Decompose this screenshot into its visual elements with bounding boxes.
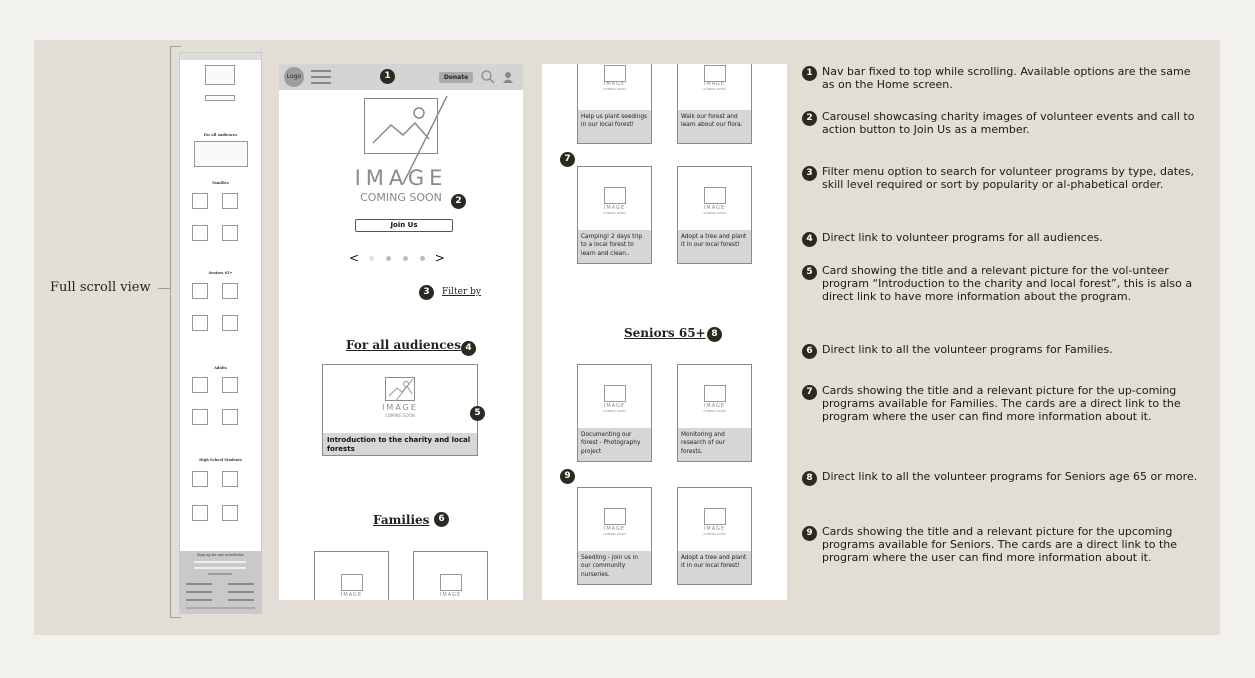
card-title: Adopt a tree and plant it in our local forest! xyxy=(678,551,751,584)
card-image-text: IMAGE xyxy=(382,403,418,412)
mini-footer xyxy=(180,551,261,613)
card-image-text: IMAGE xyxy=(603,403,626,409)
card-image-text: IMAGE xyxy=(703,403,726,409)
senior-program-card[interactable] xyxy=(677,364,752,462)
mini-card xyxy=(192,193,208,209)
marker-7: 7 xyxy=(560,152,575,167)
card-image-subtext: COMING SOON xyxy=(385,413,415,418)
mini-card xyxy=(192,409,208,425)
note-number: 2 xyxy=(802,111,817,126)
marker-9: 9 xyxy=(560,469,575,484)
donate-button[interactable]: Donate xyxy=(439,72,473,83)
card-title: Walk our forest and learn about our flora. xyxy=(678,110,751,143)
hamburger-menu-icon[interactable] xyxy=(311,70,331,84)
note-text: Filter menu option to search for volunteer programs by type, dates, skill level required or sort by popularity or al-phabetical order. xyxy=(822,165,1195,192)
note-number: 5 xyxy=(802,265,817,280)
for-all-audiences-link[interactable]: For all audiences xyxy=(346,338,461,352)
note-text: Direct link to volunteer programs for all audiences. xyxy=(822,231,1103,244)
carousel-dot[interactable] xyxy=(369,256,374,261)
mini-card xyxy=(222,283,238,299)
note-number: 9 xyxy=(802,526,817,541)
featured-card-title: Introduction to the charity and local forests xyxy=(323,433,477,455)
card-title: Seedling - join us in our community nurseries. xyxy=(578,551,651,584)
card-image-text: IMAGE xyxy=(603,526,626,532)
mini-footer-line xyxy=(194,561,246,563)
marker-5: 5 xyxy=(470,406,485,421)
carousel-dot[interactable] xyxy=(420,256,425,261)
senior-program-card[interactable] xyxy=(577,364,652,462)
mini-card xyxy=(222,471,238,487)
family-program-card[interactable] xyxy=(677,64,752,144)
image-placeholder-icon xyxy=(704,508,726,525)
card-image-subtext: COMING SOON xyxy=(703,211,726,215)
mini-section-title: For all audiences xyxy=(203,133,238,137)
note-text: Nav bar fixed to top while scrolling. Available options are the same as on the Home screen. xyxy=(822,65,1191,92)
mini-footer-line xyxy=(186,607,255,609)
image-placeholder-icon xyxy=(440,574,462,591)
note-number: 7 xyxy=(802,385,817,400)
marker-1: 1 xyxy=(380,69,395,84)
family-program-card[interactable] xyxy=(677,166,752,264)
card-image-text: IMAGE xyxy=(340,592,363,598)
mini-section-title: Adults xyxy=(214,366,227,370)
card-image-subtext: COMING SOON xyxy=(703,409,726,413)
full-scroll-thumbnail xyxy=(179,52,262,614)
mini-footer-line xyxy=(186,583,212,585)
mini-card xyxy=(192,377,208,393)
carousel-dot[interactable] xyxy=(386,256,391,261)
note-text: Carousel showcasing charity images of volunteer events and call to action button to Join Us as a member. xyxy=(822,110,1195,137)
mini-card xyxy=(222,377,238,393)
phone-screen-scrolled xyxy=(542,64,787,600)
carousel-next-button[interactable]: > xyxy=(434,251,445,265)
family-program-card[interactable] xyxy=(577,166,652,264)
full-scroll-view-label: Full scroll view xyxy=(50,280,151,295)
image-placeholder-icon xyxy=(604,187,626,204)
mini-card xyxy=(222,315,238,331)
mini-footer-line xyxy=(208,573,232,575)
hero-image-text: IMAGE xyxy=(354,166,448,190)
carousel-controls xyxy=(349,251,445,265)
marker-3: 3 xyxy=(419,285,434,300)
card-image-text: IMAGE xyxy=(703,205,726,211)
mini-section-title: Families xyxy=(212,181,229,185)
mini-card xyxy=(222,225,238,241)
mini-hero-image xyxy=(205,65,235,85)
card-title: Monitoring and research of our forests. xyxy=(678,428,751,461)
nav-bar xyxy=(279,64,523,90)
note-number: 4 xyxy=(802,232,817,247)
mini-footer-line xyxy=(228,591,254,593)
label-connector xyxy=(158,288,170,289)
card-title: Help us plant seedings in our local forest! xyxy=(578,110,651,143)
note-number: 1 xyxy=(802,66,817,81)
card-image-text: IMAGE xyxy=(703,526,726,532)
logo[interactable]: Logo xyxy=(284,67,304,87)
image-placeholder-icon xyxy=(385,377,415,401)
mini-card xyxy=(192,225,208,241)
user-icon[interactable] xyxy=(502,71,514,83)
mini-nav xyxy=(180,53,261,60)
marker-6: 6 xyxy=(434,512,449,527)
card-title: Documenting our forest - Photography project xyxy=(578,428,651,461)
mini-card xyxy=(222,505,238,521)
image-placeholder-icon xyxy=(704,65,726,82)
card-image-subtext: COMING SOON xyxy=(703,532,726,536)
hero-image-subtext: COMING SOON xyxy=(360,191,442,204)
mini-card xyxy=(192,471,208,487)
families-link[interactable]: Families xyxy=(373,513,430,527)
marker-8: 8 xyxy=(707,327,722,342)
note-text: Direct link to all the volunteer programs for Seniors age 65 or more. xyxy=(822,470,1198,483)
card-image-text: IMAGE xyxy=(603,81,626,87)
seniors-link[interactable]: Seniors 65+ xyxy=(624,326,706,340)
mini-footer-line xyxy=(194,567,246,569)
card-image-subtext: COMING SOON xyxy=(603,409,626,413)
carousel-prev-button[interactable]: < xyxy=(349,251,360,265)
note-text: Card showing the title and a relevant picture for the vol-unteer program “Introduction to the charity and local forest”, this is also a direct link to have more information about the program. xyxy=(822,264,1193,304)
image-placeholder-icon xyxy=(604,508,626,525)
note-number: 3 xyxy=(802,166,817,181)
card-image-text: IMAGE xyxy=(603,205,626,211)
card-image-subtext: COMING SOON xyxy=(603,87,626,91)
marker-4: 4 xyxy=(461,341,476,356)
mini-join-button xyxy=(205,95,235,101)
image-placeholder-icon xyxy=(704,385,726,402)
senior-program-card[interactable] xyxy=(577,487,652,585)
mini-featured-card xyxy=(194,141,248,167)
mini-footer-line xyxy=(186,591,212,593)
note-text: Direct link to all the volunteer programs for Families. xyxy=(822,343,1113,356)
note-text: Cards showing the title and a relevant picture for the upcoming programs available for Seniors. The cards are a direct link to the program where the user can find more information about it. xyxy=(822,525,1177,565)
phone-screen-top xyxy=(279,64,523,600)
family-program-card[interactable] xyxy=(314,551,389,600)
mini-card xyxy=(192,315,208,331)
senior-program-card[interactable] xyxy=(677,487,752,585)
mini-footer-line xyxy=(186,599,212,601)
mini-card xyxy=(222,409,238,425)
card-title: Camping! 2 days trip to a local forest to learn and clean.. xyxy=(578,230,651,263)
mini-section-title: Seniors 65+ xyxy=(208,271,233,275)
featured-program-card[interactable] xyxy=(322,364,478,456)
image-placeholder-icon xyxy=(704,187,726,204)
family-program-card[interactable] xyxy=(413,551,488,600)
mini-card xyxy=(222,193,238,209)
family-program-card[interactable] xyxy=(577,64,652,144)
card-image-subtext: COMING SOON xyxy=(603,211,626,215)
note-number: 6 xyxy=(802,344,817,359)
mini-footer-line xyxy=(228,583,254,585)
mini-card xyxy=(192,283,208,299)
note-number: 8 xyxy=(802,471,817,486)
mini-section-title: High School Students xyxy=(199,458,242,462)
marker-2: 2 xyxy=(451,194,466,209)
card-image-text: IMAGE xyxy=(439,592,462,598)
filter-by-link[interactable]: Filter by xyxy=(442,287,481,297)
mini-card xyxy=(192,505,208,521)
image-placeholder-icon xyxy=(341,574,363,591)
mini-newsletter: Sign up for our newsletter xyxy=(197,553,244,557)
mini-footer-line xyxy=(228,599,254,601)
card-title: Adopt a tree and plant it in our local forest! xyxy=(678,230,751,263)
search-icon[interactable] xyxy=(481,70,495,84)
image-placeholder-icon xyxy=(604,65,626,82)
card-image-text: IMAGE xyxy=(703,81,726,87)
join-us-button[interactable]: Join Us xyxy=(355,219,453,232)
note-text: Cards showing the title and a relevant picture for the up-coming programs available for Families. The cards are a direct link to the program where the user can find more information about it. xyxy=(822,384,1181,424)
carousel-dot[interactable] xyxy=(403,256,408,261)
image-placeholder-icon xyxy=(604,385,626,402)
card-image-subtext: COMING SOON xyxy=(603,532,626,536)
card-image-subtext: COMING SOON xyxy=(703,87,726,91)
